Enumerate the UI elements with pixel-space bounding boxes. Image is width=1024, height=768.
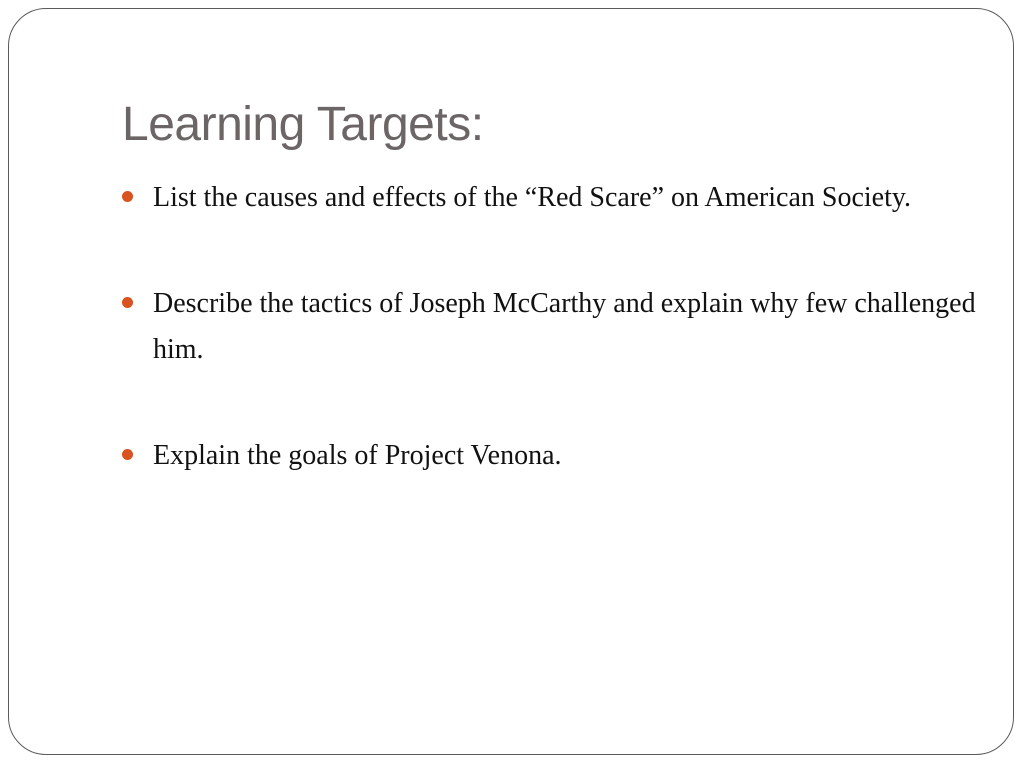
bullet-dot-icon xyxy=(122,449,133,460)
slide-frame xyxy=(8,8,1014,755)
bullet-list xyxy=(122,175,982,479)
list-item xyxy=(122,433,982,479)
list-item xyxy=(122,281,982,373)
list-item xyxy=(122,175,982,221)
slide-title: Learning Targets: xyxy=(122,98,484,151)
bullet-dot-icon xyxy=(122,297,133,308)
bullet-text: Describe the tactics of Joseph McCarthy and explain why few challenged him. xyxy=(153,288,976,365)
bullet-text: Explain the goals of Project Venona. xyxy=(153,440,562,471)
bullet-dot-icon xyxy=(122,191,133,202)
bullet-text: List the causes and effects of the “Red Scare” on American Society. xyxy=(153,182,912,213)
